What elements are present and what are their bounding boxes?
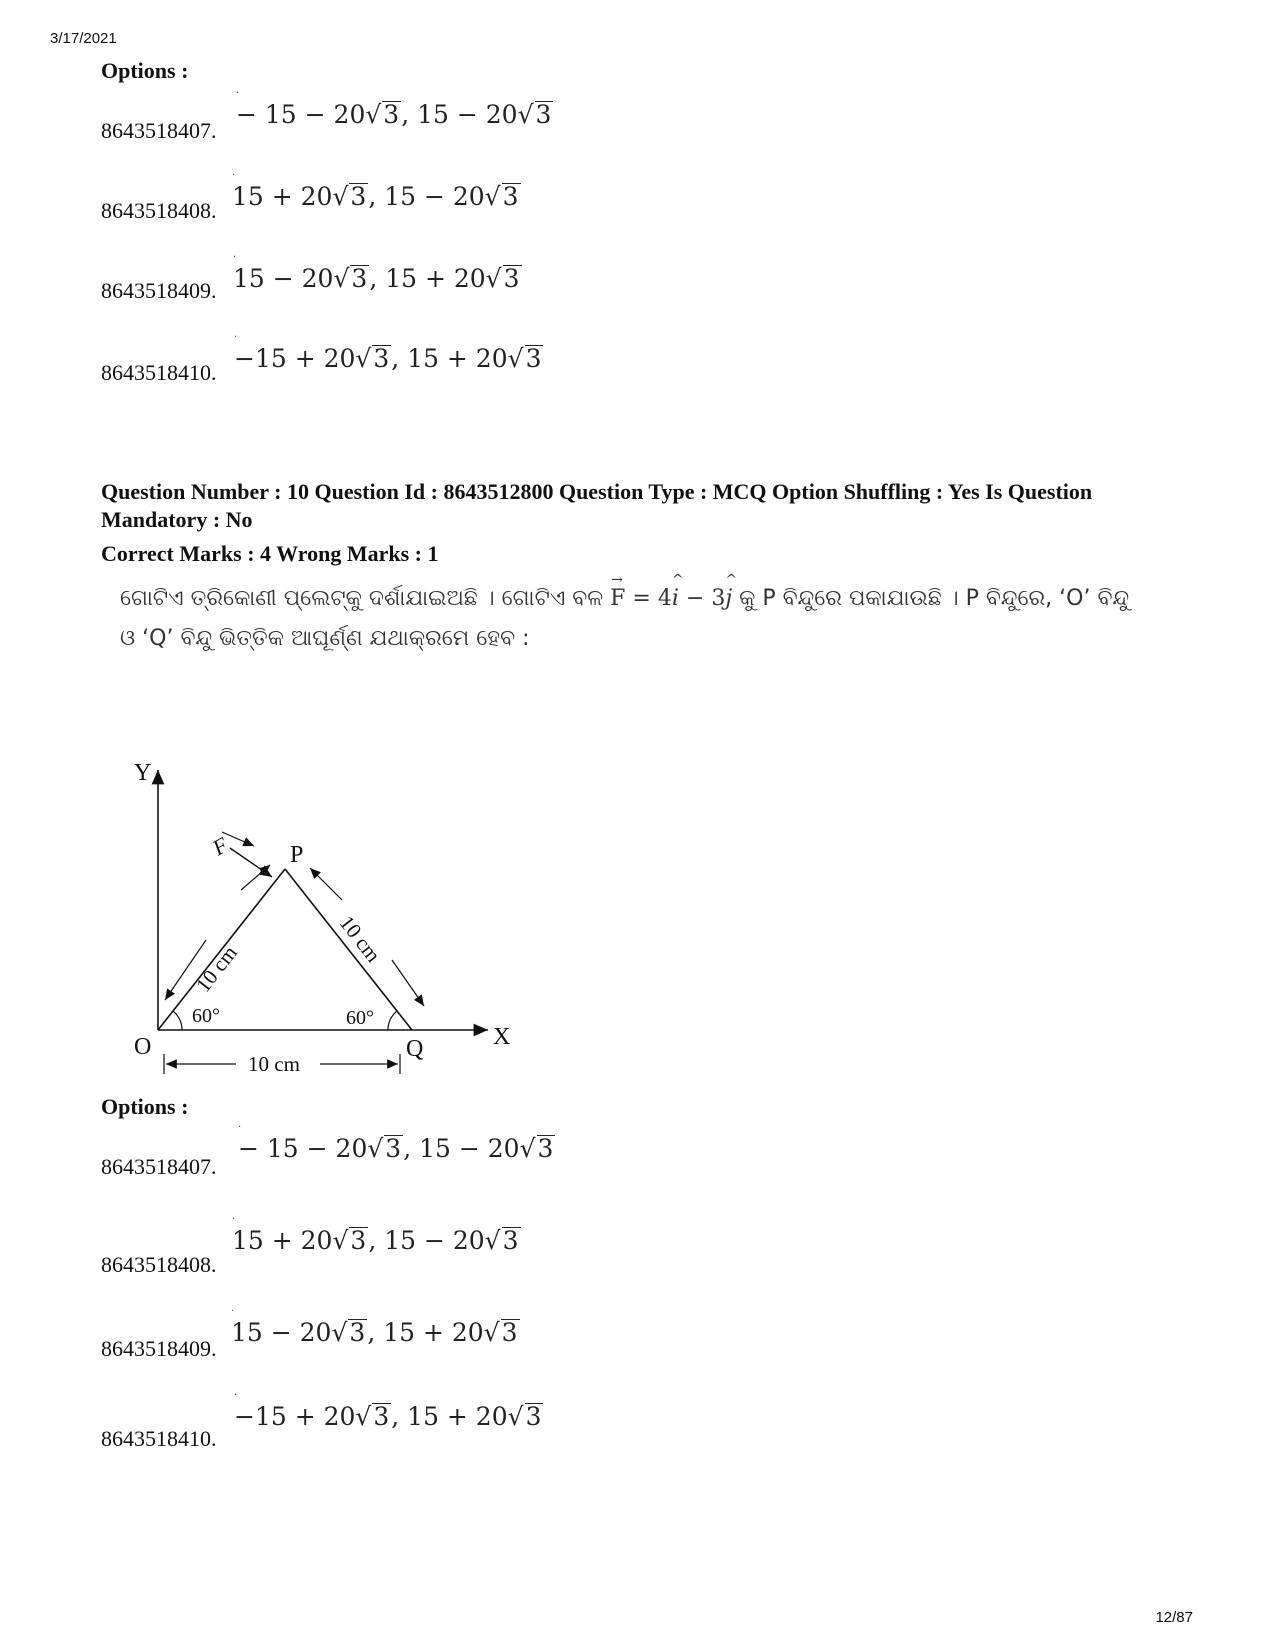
option-id: 8643518407. bbox=[101, 118, 217, 143]
option-id: 8643518410. bbox=[101, 1426, 217, 1451]
label-p: P bbox=[290, 842, 304, 868]
label-angle-q: 60° bbox=[346, 1007, 374, 1029]
option-id: 8643518410. bbox=[101, 360, 217, 385]
label-x: X bbox=[493, 1024, 511, 1050]
question-text-line1: ଗୋଟିଏ ତ୍ରିକୋଣୀ ପ୍ଲେଟ୍‌କୁ ଦର୍ଶାଯାଇଅଛି । ଗୋଟିଏ ବଳ → F = 4 ^ i − 3 ^ j କୁ P ବିନ୍ଦୁରେ ପକାଯାଉଛି । P ବିନ୍ଦୁରେ, ‘O’ ବିନ୍ଦୁ bbox=[120, 572, 1130, 611]
option-id: 8643518408. bbox=[101, 198, 217, 223]
force-arrow-head bbox=[222, 832, 254, 846]
label-side-op: 10 cm bbox=[190, 940, 242, 997]
option-expression: · 15 + 20√3, 15 − 20√3 bbox=[232, 170, 519, 211]
option-expression: · 15 − 20√3, 15 + 20√3 bbox=[233, 252, 520, 293]
angle-arc-q bbox=[388, 1011, 397, 1030]
option-id: 8643518409. bbox=[101, 1336, 217, 1361]
dim-arrow-op-upper bbox=[241, 865, 270, 890]
side-pq bbox=[285, 869, 412, 1030]
option-id: 8643518408. bbox=[101, 1252, 217, 1277]
triangle-diagram bbox=[120, 760, 540, 1092]
angle-arc-o bbox=[173, 1011, 182, 1030]
dim-arrow-pq-upper bbox=[310, 868, 342, 900]
option-expression: · 15 + 20√3, 15 − 20√3 bbox=[232, 1214, 519, 1255]
options-title-prev: Options : bbox=[101, 58, 189, 83]
force-arrow bbox=[230, 848, 272, 877]
question-header: Question Number : 10 Question Id : 8643512800 Question Type : MCQ Option Shuffling : Yes Is Question Mandatory : No bbox=[101, 479, 1093, 532]
label-q: Q bbox=[406, 1036, 424, 1062]
option-expression: · −15 + 20√3, 15 + 20√3 bbox=[234, 332, 542, 373]
question-marks: Correct Marks : 4 Wrong Marks : 1 bbox=[101, 541, 439, 566]
option-expression: · − 15 − 20√3, 15 − 20√3 bbox=[236, 88, 552, 129]
dim-arrow-pq-lower bbox=[392, 960, 424, 1006]
label-side-pq: 10 cm bbox=[334, 911, 386, 967]
options-title: Options : bbox=[101, 1094, 189, 1119]
option-id: 8643518409. bbox=[101, 278, 217, 303]
label-y: Y bbox=[134, 760, 152, 786]
label-o: O bbox=[134, 1034, 152, 1060]
option-expression: · −15 + 20√3, 15 + 20√3 bbox=[234, 1390, 542, 1431]
print-date: 3/17/2021 bbox=[50, 30, 117, 47]
option-id: 8643518407. bbox=[101, 1154, 217, 1179]
question-text-line2: ଓ ‘Q’ ବିନ୍ଦୁ ଭିତ୍ତିକ ଆଘୂର୍ଣ୍ଣ ଯଥାକ୍ରମେ ହେବ : bbox=[120, 626, 530, 651]
label-angle-o: 60° bbox=[192, 1005, 220, 1027]
page-number: 12/87 bbox=[1155, 1609, 1193, 1626]
option-expression: · − 15 − 20√3, 15 − 20√3 bbox=[238, 1122, 554, 1163]
label-f: F bbox=[208, 831, 233, 861]
label-base: 10 cm bbox=[248, 1052, 300, 1076]
option-expression: · 15 − 20√3, 15 + 20√3 bbox=[231, 1306, 518, 1347]
